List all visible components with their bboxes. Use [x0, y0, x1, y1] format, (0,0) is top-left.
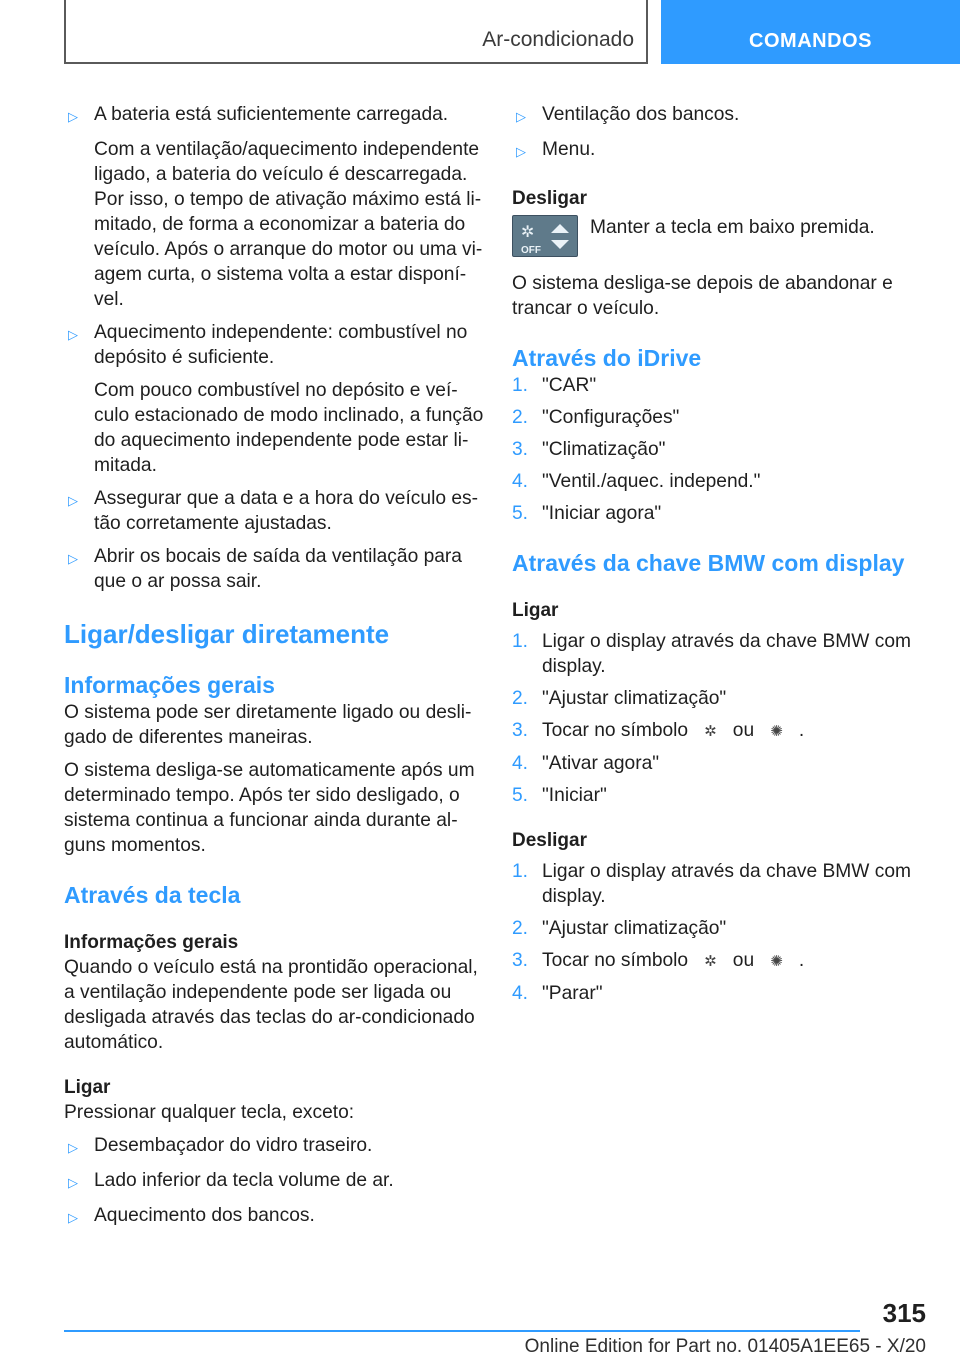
key-instruction	[512, 215, 922, 257]
left-column	[64, 102, 484, 1230]
list-item: 4. "Ativar agora"	[512, 753, 660, 774]
minor-heading: Desligar	[512, 188, 587, 209]
subsection-heading: Através do iDrive	[512, 345, 702, 371]
list-item: 1. Ligar o display através da chave BMW com display.	[512, 631, 911, 677]
bullet-icon: ▷	[516, 144, 526, 159]
subsection-heading: Informações gerais	[64, 672, 275, 698]
arrow-down-icon	[551, 240, 569, 249]
subsection-heading: Através da tecla	[64, 882, 241, 908]
bullet-icon: ▷	[68, 493, 78, 508]
minor-heading: Ligar	[64, 1077, 111, 1098]
list-item: ▷ Menu.	[512, 137, 922, 164]
list-item: ▷ A bateria está suficientemente carregada.	[64, 102, 484, 129]
minor-heading: Ligar	[512, 600, 559, 621]
list-item: ▷ Lado inferior da tecla volume de ar.	[64, 1168, 484, 1195]
fan-off-key-icon: ✲ OFF	[512, 215, 578, 257]
fan-heat-icon: ✺	[770, 953, 783, 970]
list-item-detail: Com a ventilação/aquecimento independente ligado, a bateria do veículo é descarregada. Por isso, o tempo de ativação máximo está li-mitado, de forma a economizar a bateria do veículo. Após o arranque do motor ou uma vi-agem curta, o sistema volta a estar disponí-vel.	[94, 139, 483, 310]
list-item: 2. "Configurações"	[512, 407, 680, 428]
bullet-icon: ▷	[68, 1175, 78, 1190]
list-item: 1. Ligar o display através da chave BMW com display.	[512, 861, 911, 907]
bullet-icon: ▷	[68, 1210, 78, 1225]
key-instruction-text: Manter a tecla em baixo premida.	[590, 217, 875, 238]
list-item: 4. "Parar"	[512, 983, 603, 1004]
list-item: 4. "Ventil./aquec. independ."	[512, 471, 761, 492]
list-item: 3. "Climatização"	[512, 439, 666, 460]
minor-heading: Desligar	[512, 830, 587, 851]
paragraph: Quando o veículo está na prontidão operacional, a ventilação independente pode ser ligada ou desligada através das teclas do ar-condicionado automático.	[64, 957, 478, 1053]
paragraph: O sistema desliga-se automaticamente após um determinado tempo. Após ter sido desligado, o sistema continua a funcionar ainda durante al-guns momentos.	[64, 760, 475, 856]
header-section	[64, 0, 648, 64]
page-number: 315	[882, 1298, 926, 1328]
chapter-title: COMANDOS	[749, 29, 872, 52]
fan-icon: ✲	[704, 953, 717, 970]
bullet-icon: ▷	[68, 327, 78, 342]
list-item: ▷ Desembaçador do vidro traseiro.	[64, 1133, 484, 1160]
list-item-detail: Com pouco combustível no depósito e veí-culo estacionado de modo inclinado, a função do aquecimento independente pode estar li-mitada.	[94, 380, 484, 476]
fan-heat-icon: ✺	[770, 723, 783, 740]
list-item: 2. "Ajustar climatização"	[512, 918, 727, 939]
list-item: 5. "Iniciar"	[512, 785, 607, 806]
arrow-up-icon	[551, 224, 569, 233]
bullet-icon: ▷	[68, 109, 78, 124]
list-item: 5. "Iniciar agora"	[512, 503, 662, 524]
bullet-icon: ▷	[68, 551, 78, 566]
list-item: ▷ Ventilação dos bancos.	[512, 102, 922, 129]
section-heading: Ligar/desligar diretamente	[64, 619, 390, 649]
right-column	[512, 102, 922, 1006]
minor-heading: Informações gerais	[64, 932, 239, 953]
header-chapter-tab[interactable]	[661, 0, 960, 64]
list-item: 3. Tocar no símbolo ✲ ou ✺ .	[512, 948, 922, 974]
paragraph: O sistema pode ser diretamente ligado ou desli-gado de diferentes maneiras.	[64, 702, 472, 748]
bullet-icon: ▷	[68, 1140, 78, 1155]
subsection-heading: Através da chave BMW com display	[512, 550, 905, 576]
list-item: 1. "CAR"	[512, 375, 597, 396]
bullet-icon: ▷	[516, 109, 526, 124]
paragraph: Pressionar qualquer tecla, exceto:	[64, 1102, 355, 1123]
footer-edition: Online Edition for Part no. 01405A1EE65 - X/20	[524, 1336, 926, 1357]
list-item: ▷ Abrir os bocais de saída da ventilação para que o ar possa sair.	[64, 544, 484, 594]
list-item: ▷ Aquecimento dos bancos.	[64, 1203, 484, 1230]
fan-icon: ✲	[704, 723, 717, 740]
footer-divider	[64, 1330, 860, 1332]
section-title: Ar-condicionado	[482, 28, 634, 51]
fan-icon: ✲	[521, 224, 535, 241]
list-item: 3. Tocar no símbolo ✲ ou ✺ .	[512, 718, 922, 744]
list-item: ▷ Aquecimento independente: combustível no depósito é suficiente.	[64, 320, 484, 370]
paragraph: O sistema desliga-se depois de abandonar e trancar o veículo.	[512, 273, 893, 319]
list-item: ▷ Assegurar que a data e a hora do veículo es-tão corretamente ajustadas.	[64, 486, 484, 536]
list-item: 2. "Ajustar climatização"	[512, 688, 727, 709]
